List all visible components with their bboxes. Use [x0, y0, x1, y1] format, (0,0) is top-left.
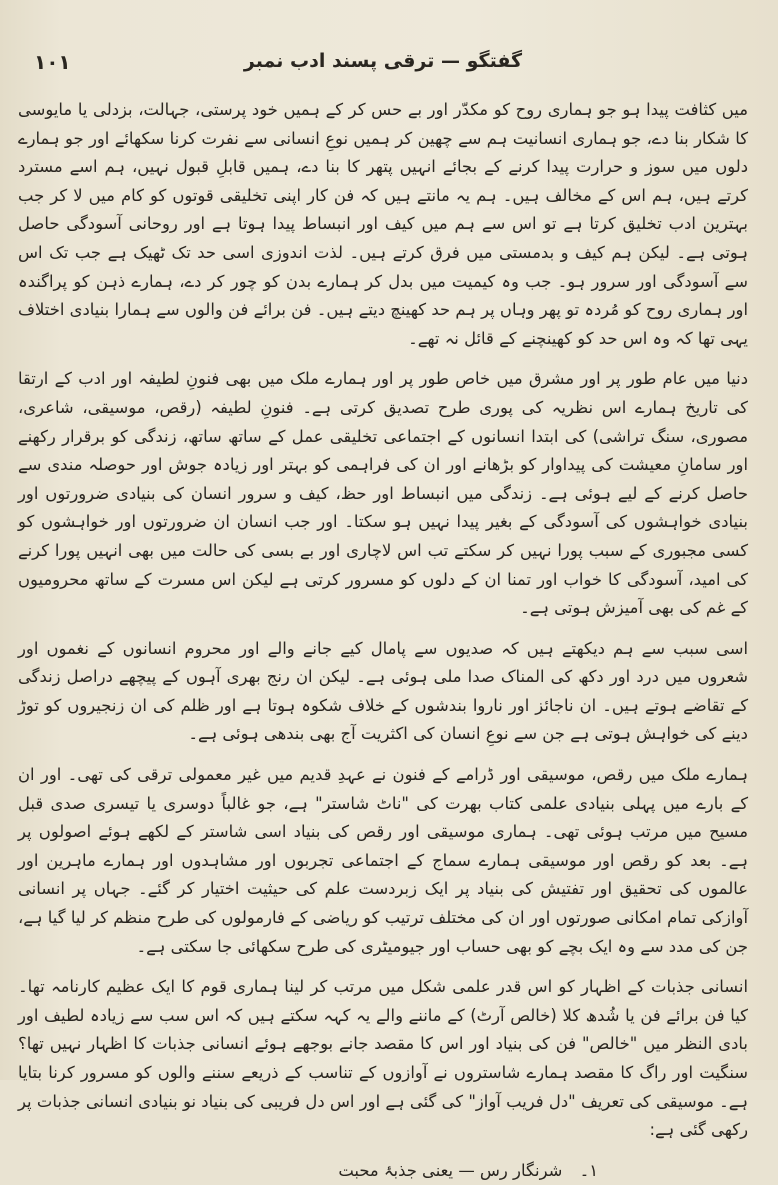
paragraph: اسی سبب سے ہم دیکھتے ہیں کہ صدیوں سے پامال کیے جانے والے اور محروم انسانوں کے نغموں اور شعروں میں درد اور دکھ کی المناک صدا ملی ہوئی ہے۔ لیکن ان رنج بھری آہوں کے پیچھے دراصل زندگی کے تقاضے ہوتے ہیں۔ ان ناجائز اور ناروا بندشوں کے خلاف شکوہ ہوتا ہے اور ظلم کی ان زنجیروں کو توڑ دینے کی خواہش ہوتی ہے جن سے نوعِ انسان کی اکثریت آج بھی بندھی ہوئی ہے۔	[18, 638, 748, 744]
list-item	[18, 1157, 748, 1185]
paragraph: ہمارے ملک میں رقص، موسیقی اور ڈرامے کے فنون نے عہدِ قدیم میں غیر معمولی ترقی کی تھی۔ اور ان کے بارے میں پہلی بنیادی علمی کتاب بھرت کی "ناٹ شاستر" ہے، جو غالباً دوسری یا تیسری صدی قبل مسیح میں مرتب ہوئی تھی۔ ہماری موسیقی اور رقص کی بنیاد اسی شاستر کے لکھے ہوئے اصولوں پر ہے۔ بعد کو رقص اور موسیقی ہمارے سماج کے اجتماعی تجربوں اور مشاہدوں اور ہمارے ماہرین اور عالموں کی تحقیق اور تفتیش کی بنیاد پر ایک زبردست علم کی حیثیت اختیار کر گئے۔ جہاں پر انسانی آوازکی تمام امکانی صورتوں اور ان کی مختلف ترتیب کو ریاضی کے فارمولوں کی طرح منظم کر لیا گیا ہے، جن کی مدد سے وہ ایک بچے کو بھی حساب اور جیومیٹری کی طرح سکھائی جا سکتی ہے۔	[18, 765, 748, 956]
page-number: ۱۰۱	[34, 50, 71, 74]
page-header	[24, 44, 742, 84]
list-item-text: شرنگار رس — یعنی جذبۂ محبت	[338, 1160, 563, 1180]
article-body	[18, 96, 748, 1185]
paragraph: دنیا میں عام طور پر اور مشرق میں خاص طور پر اور ہمارے ملک میں بھی فنونِ لطیفہ اور ادب کے ارتقا کی تاریخ ہمارے اس نظریہ کی پوری طرح تصدیق کرتی ہے۔ فنونِ لطیفہ (رقص، موسیقی، شاعری، مصوری، سنگ تراشی) کی ابتدا انسانوں کے اجتماعی تخلیقی عمل کے ساتھ ساتھ، زندگی کو برقرار رکھنے اور سامانِ معیشت کی پیداوار کو بڑھانے اور ان کی فراہمی کو بہتر اور زیادہ جوش اور حوصلہ مندی سے حاصل کرنے کے لیے ہوئی ہے۔ زندگی میں انبساط اور حظ، کیف و سرور انسان کی بنیادی ضرورتوں اور بنیادی خواہشوں کی آسودگی کے بغیر پیدا نہیں ہو سکتا۔ اور جب انسان ان ضرورتوں اور خواہشوں کو کسی مجبوری کے سبب پورا نہیں کر سکتے تب اس لاچاری اور بے بسی کی حالت میں بھی انہیں پورا کرنے کی امید، آسودگی کا خواب اور تمنا ان کے دلوں کو مسرور کرتی ہے لیکن اس مسرت کے ساتھ محرومیوں کے غم کی بھی آمیزش ہوتی ہے۔	[18, 369, 748, 618]
list-item-number: ۱۔	[579, 1160, 598, 1180]
paragraph: انسانی جذبات کے اظہار کو اس قدر علمی شکل میں مرتب کر لینا ہماری قوم کا ایک عظیم کارنامہ تھا۔ کیا فن برائے فن یا شُدھ کلا (خالص آرٹ) کے ماننے والے یہ کہہ سکتے ہیں کہ اس سب سے زیادہ لطیف اور بادی النظر میں "خالص" فن کی بنیاد اور اس کا مقصد جانے بوجھے ہوئے انسانی جذبات کا اظہار نہیں تھا؟ سنگیت اور راگ کا مقصد ہمارے شاستروں نے آوازوں کے تناسب کے ذریعے سننے والوں کو مسرور کرنا بتایا ہے۔ موسیقی کی تعریف "دل فریب آواز" کی گئی ہے اور اس دل فریبی کی بنیاد نو بنیادی انسانی جذبات پر رکھی گئی ہے:	[18, 977, 748, 1140]
paragraph: میں کثافت پیدا ہو جو ہماری روح کو مکدّر اور بے حس کر کے ہمیں خود پرستی، جہالت، بزدلی یا مایوسی کا شکار بنا دے، جو ہماری انسانیت ہم سے چھین کر ہمیں نوعِ انسانی سے نفرت کرنا سکھائے اور جو ہمارے دلوں میں سوز و حرارت پیدا کرنے کے بجائے انہیں پتھر کا بنا دے، ہمیں قابلِ قبول نہیں، ہم اسے مسترد کرتے ہیں، ہم اس کے مخالف ہیں۔ ہم یہ مانتے ہیں کہ فن کار اپنی تخلیقی قوتوں کو کام میں لا کر جب بہترین ادب تخلیق کرتا ہے تو اس سے ہم میں کیف اور انبساط پیدا ہوتا ہے اور روحانی آسودگی حاصل ہوتی ہے۔ لیکن ہم کیف و بدمستی میں فرق کرتے ہیں۔ لذت اندوزی اسی حد تک ٹھیک ہے جب تک اس سے آسودگی اور سرور ہو۔ جب وہ کیمیت میں بدل کر ہمارے بدن کو چور کر دے، ہمارے ذہن کو پراگندہ اور ہماری روح کو مُردہ تو پھر وہاں پر ہم حد کھینچ دیتے ہیں۔ فن برائے فن والوں سے ہمارا بنیادی اختلاف یہی تھا کہ وہ اس حد کو کھینچنے کے قائل نہ تھے۔	[18, 100, 748, 348]
running-title: گفتگو — ترقی پسند ادب نمبر	[243, 50, 523, 72]
